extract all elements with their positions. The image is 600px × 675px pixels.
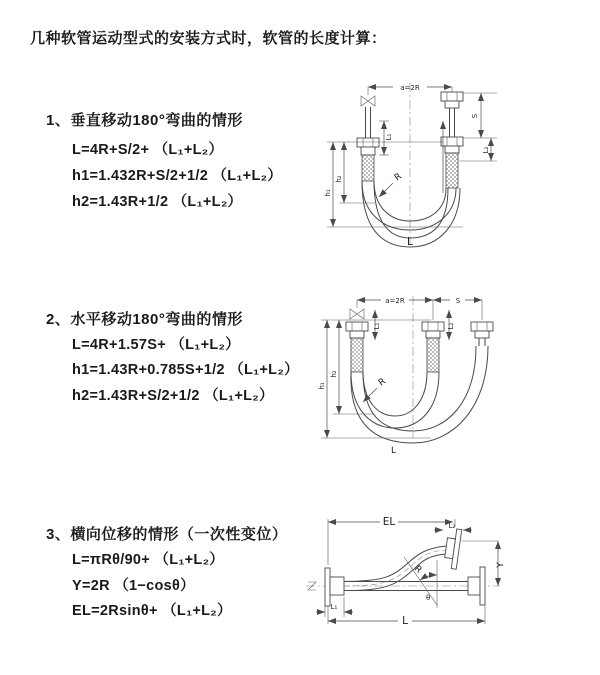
- left-flange: [325, 568, 344, 606]
- diagram-horizontal-180-bend: [313, 288, 523, 463]
- upper-flange: [443, 528, 461, 569]
- section-3-heading: 3、横向位移的情形（一次性变位）: [46, 526, 288, 543]
- diagram-vertical-180-bend: [313, 75, 523, 255]
- section-3-formula-Y: Y=2R （1−cosθ）: [72, 578, 195, 594]
- left-pipe-assembly: [357, 107, 379, 181]
- angle-theta: [404, 557, 437, 608]
- hose-displaced: [344, 546, 447, 591]
- dimension-span-s: [357, 297, 482, 320]
- diagram-lateral-displacement: [300, 505, 515, 635]
- dim-label-l2: L₂: [448, 522, 456, 530]
- valve-icon: [361, 87, 375, 106]
- dim-label-y: Y: [496, 562, 506, 568]
- dimension-l1: [316, 597, 353, 617]
- dimension-l1: [379, 121, 393, 155]
- section-2-formula-h1: h1=1.43R+0.785S+1/2 （L₁+L₂）: [72, 362, 299, 378]
- section-3-formula-EL: EL=2Rsinθ+ （L₁+L₂）: [72, 603, 232, 619]
- dim-label-l1: L₁: [330, 603, 338, 611]
- valve-icon: [350, 300, 364, 319]
- length-label: L: [391, 446, 397, 456]
- dim-label-h1: h₁: [324, 189, 332, 197]
- right-pipe-assembly: [471, 322, 493, 346]
- radius-letter: R: [392, 171, 404, 184]
- right-flange: [468, 567, 485, 605]
- dim-label-h2: h₂: [335, 175, 343, 183]
- dimension-l2: [447, 310, 455, 340]
- dim-label-l1: L₁: [373, 322, 381, 330]
- hose-curves: [351, 346, 488, 443]
- section-1-heading: 1、垂直移动180°弯曲的情形: [46, 112, 243, 129]
- dim-label-l: L: [402, 615, 408, 627]
- length-label: L: [407, 236, 413, 248]
- angle-letter: θ: [426, 594, 431, 602]
- radius-letter: R: [376, 376, 388, 389]
- section-2-formula-h2: h2=1.43R+S/2+1/2 （L₁+L₂）: [72, 388, 274, 404]
- dimension-s-l2: [459, 93, 497, 161]
- radius-letter: R: [411, 564, 424, 576]
- dim-label-l2: L₂: [482, 146, 490, 154]
- dim-label-span: a=2R: [385, 297, 405, 305]
- dim-label-el: EL: [382, 516, 396, 528]
- dim-label-h2: h₂: [330, 370, 338, 378]
- dimension-l: [328, 605, 485, 627]
- section-2-formula-L: L=4R+1.57S+ （L₁+L₂）: [72, 337, 241, 353]
- section-2-heading: 2、水平移动180°弯曲的情形: [46, 311, 243, 328]
- dim-label-l1: L₁: [385, 133, 393, 141]
- center-pipe-assembly: [422, 322, 444, 372]
- dim-label-span: a=2R: [400, 84, 420, 92]
- page-title: 几种软管运动型式的安装方式时，软管的长度计算：: [30, 30, 387, 47]
- dim-label-s: S: [471, 113, 479, 119]
- radius-label: [379, 172, 404, 197]
- dim-label-s: S: [455, 297, 461, 305]
- dimension-el: [328, 516, 455, 565]
- right-pipe-assembly: [441, 92, 463, 188]
- section-3-formula-L: L=πRθ/90+ （L₁+L₂）: [72, 552, 225, 568]
- dim-label-l2: L₂: [447, 322, 455, 330]
- dimension-span: [368, 84, 452, 92]
- dimension-l2: [434, 522, 472, 530]
- dimension-heights: [318, 320, 431, 438]
- radius-label: [363, 377, 388, 402]
- section-1-formula-L: L=4R+S/2+ （L₁+L₂）: [72, 142, 224, 158]
- dim-label-h1: h₁: [318, 382, 326, 390]
- section-1-formula-h2: h2=1.43R+1/2 （L₁+L₂）: [72, 194, 243, 210]
- dimension-heights: [324, 142, 463, 227]
- left-pipe-assembly: [346, 322, 368, 372]
- section-1-formula-h1: h1=1.432R+S/2+1/2 （L₁+L₂）: [72, 168, 283, 184]
- dimension-l1: [373, 310, 381, 340]
